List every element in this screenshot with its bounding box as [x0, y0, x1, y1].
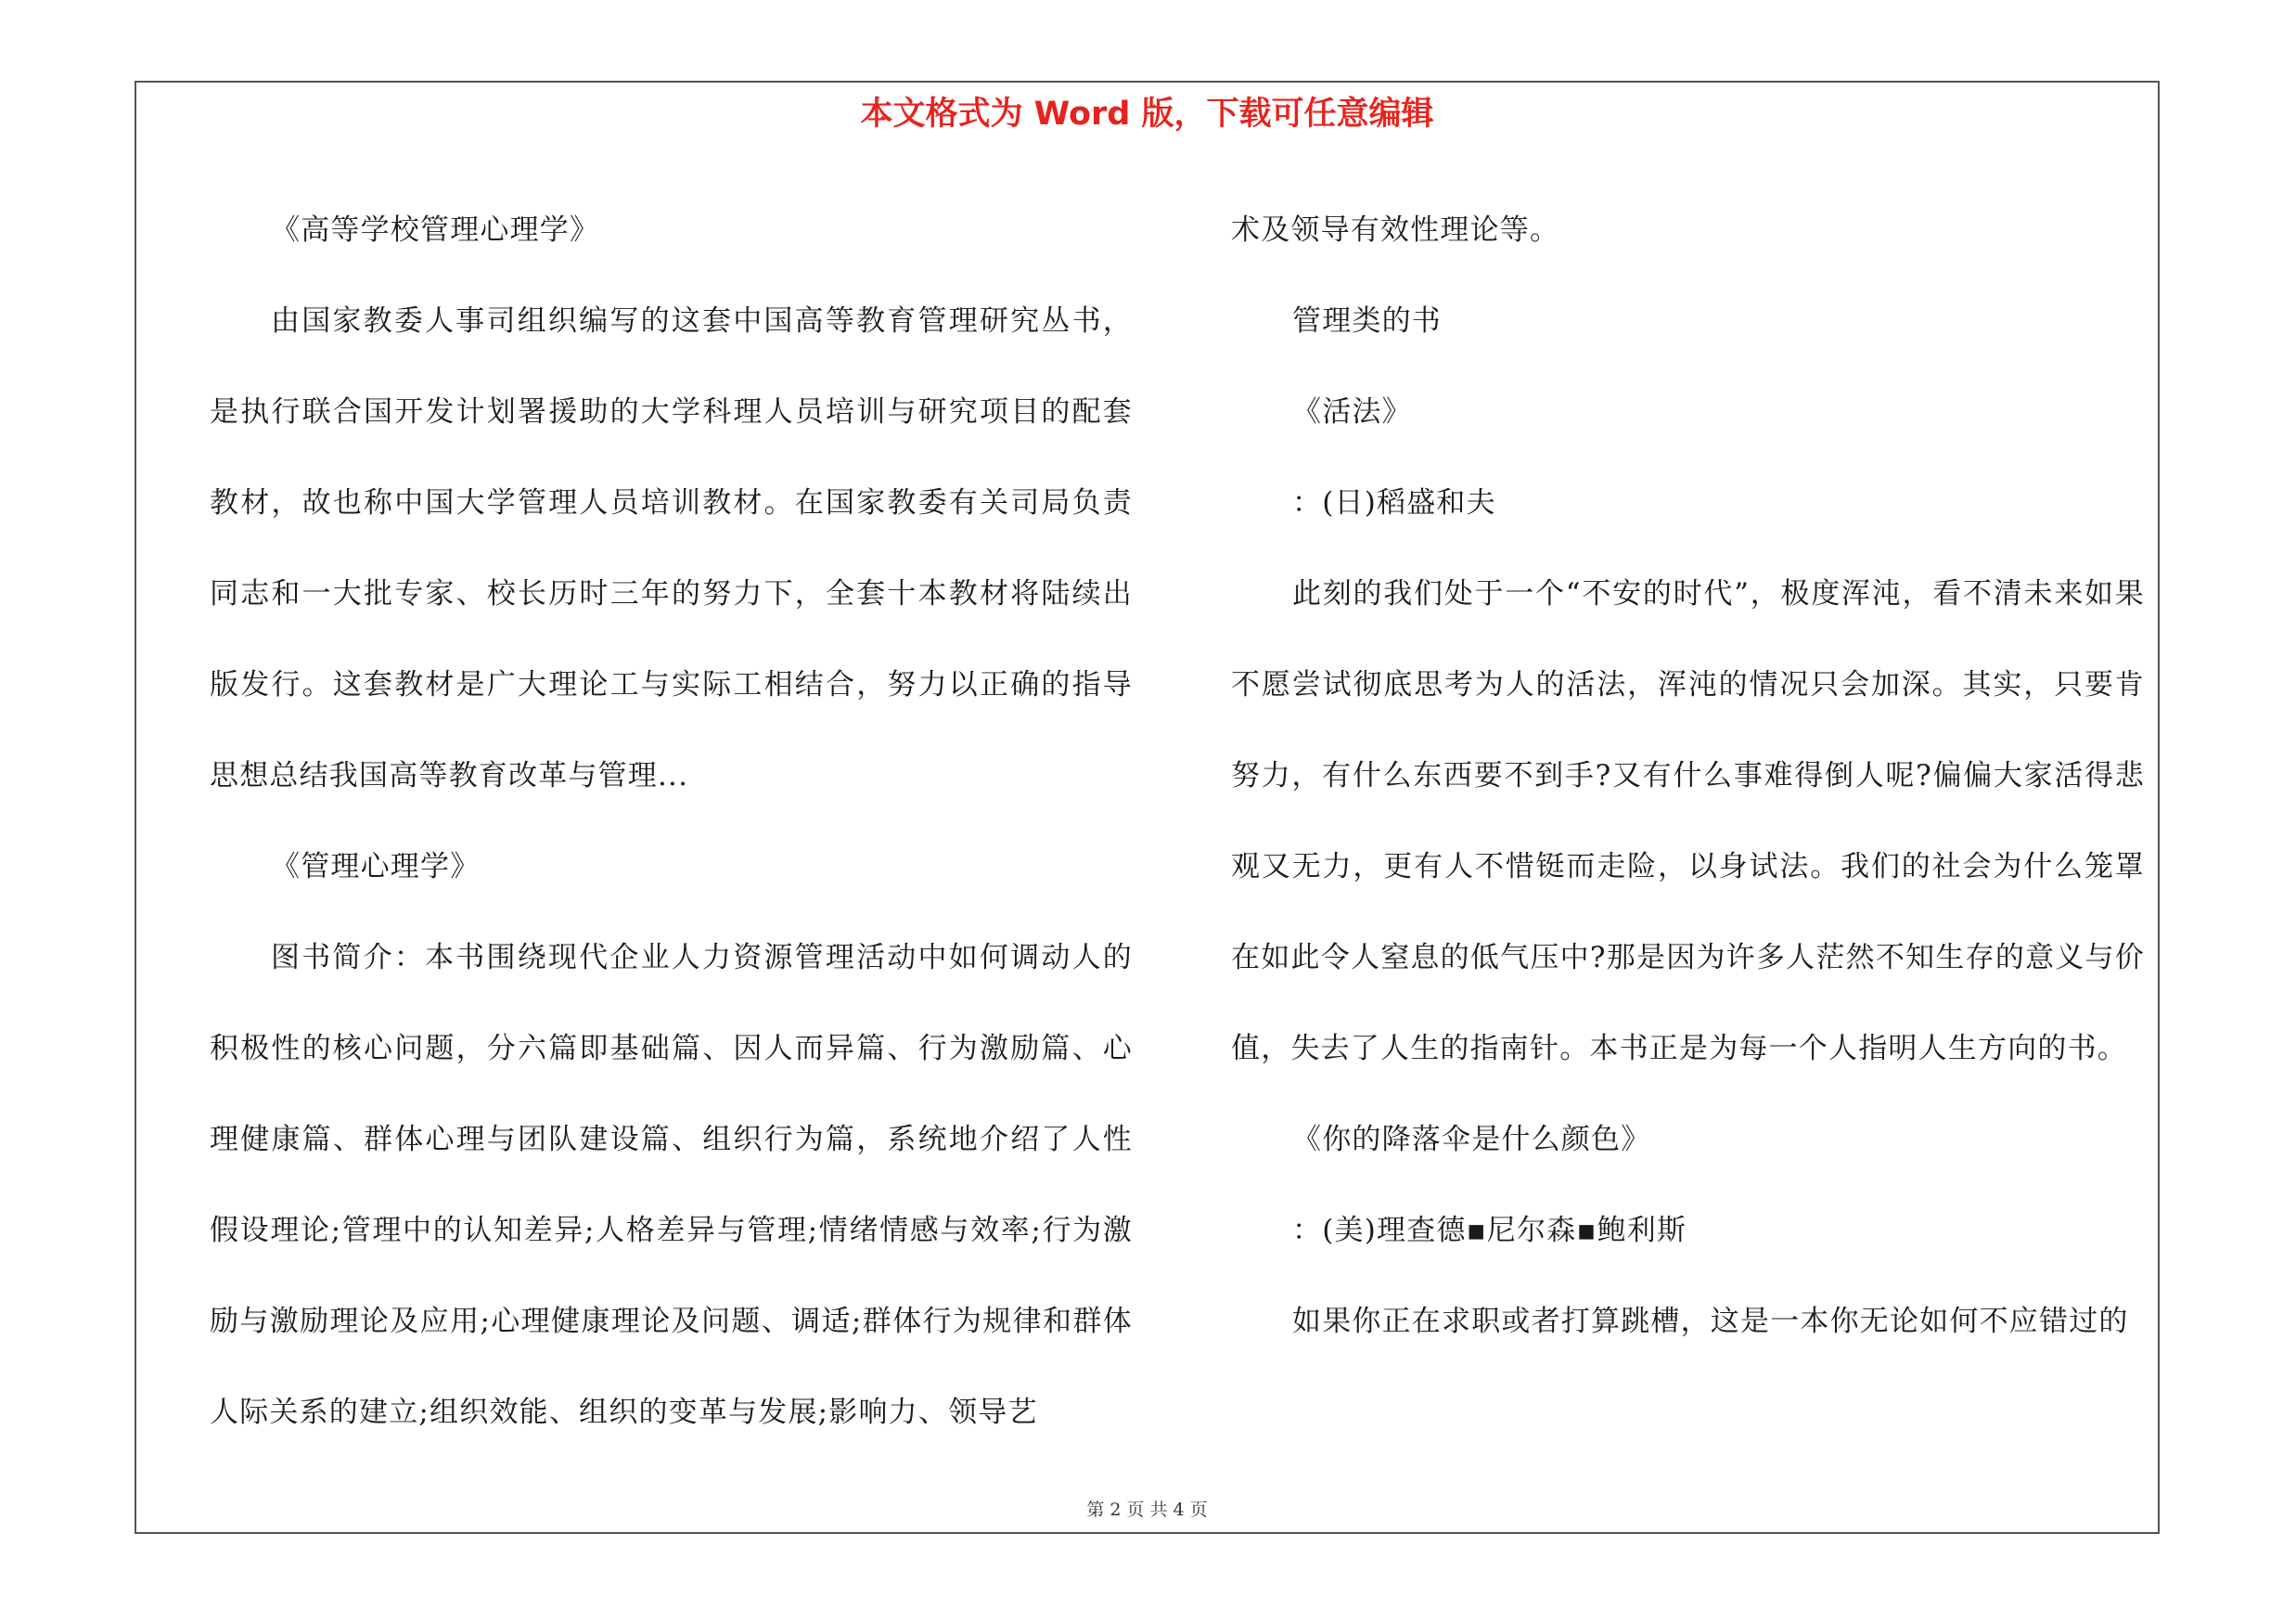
book-author-bolles: ：(美)理查德▪尼尔森▪鲍利斯	[1292, 1214, 1687, 1247]
left-column	[210, 185, 1133, 1458]
book-title-higher-education-psychology: 《高等学校管理心理学》	[271, 213, 600, 247]
paragraph-series-description: 由国家教委人事司组织编写的这套中国高等教育管理研究丛书，是执行联合国开发计划署援助的大学科理人员培训与研究项目的配套教材，故也称中国大学管理人员培训教材。在国家教委有关司局负责同志和一大批专家、校长历时三年的努力下，全套十本教材将陆续出版发行。这套教材是广大理论工与实际工相结合，努力以正确的指导思想总结我国高等教育改革与管理...	[210, 304, 1133, 792]
format-notice-banner: 本文格式为 Word 版，下载可任意编辑	[860, 96, 1434, 133]
paragraph-huofa-description: 此刻的我们处于一个“不安的时代”，极度浑沌，看不清未来如果不愿尝试彻底思考为人的活法，浑沌的情况只会加深。其实，只要肯努力，有什么东西要不到手?又有什么事难得倒人呢?偏偏大家活得悲观又无力，更有人不惜铤而走险，以身试法。我们的社会为什么笼罩在如此令人窒息的低气压中?那是因为许多人茫然不知生存的意义与价值，失去了人生的指南针。本书正是为每一个人指明人生方向的书。	[1231, 577, 2145, 1065]
right-column	[1231, 185, 2145, 1367]
book-title-management-psychology: 《管理心理学》	[271, 850, 481, 883]
document-page	[135, 81, 2160, 1534]
paragraph-book-introduction: 图书简介：本书围绕现代企业人力资源管理活动中如何调动人的积极性的核心问题，分六篇即基础篇、因人而异篇、行为激励篇、心理健康篇、群体心理与团队建设篇、组织行为篇，系统地介绍了人性假设理论;管理中的认知差异;人格差异与管理;情绪情感与效率;行为激励与激励理论及应用;心理健康理论及问题、调适;群体行为规律和群体人际关系的建立;组织效能、组织的变革与发展;影响力、领导艺	[210, 941, 1133, 1429]
section-heading-management-books: 管理类的书	[1292, 304, 1442, 338]
book-author-inamori: ：(日)稻盛和夫	[1292, 486, 1496, 520]
book-title-huofa: 《活法》	[1292, 395, 1412, 429]
page-number-footer: 第 2 页 共 4 页	[1086, 1500, 1208, 1520]
paragraph-parachute-description: 如果你正在求职或者打算跳槽，这是一本你无论如何不应错过的	[1292, 1305, 2129, 1338]
book-title-parachute: 《你的降落伞是什么颜色》	[1292, 1123, 1651, 1156]
paragraph-continuation: 术及领导有效性理论等。	[1231, 213, 1560, 247]
